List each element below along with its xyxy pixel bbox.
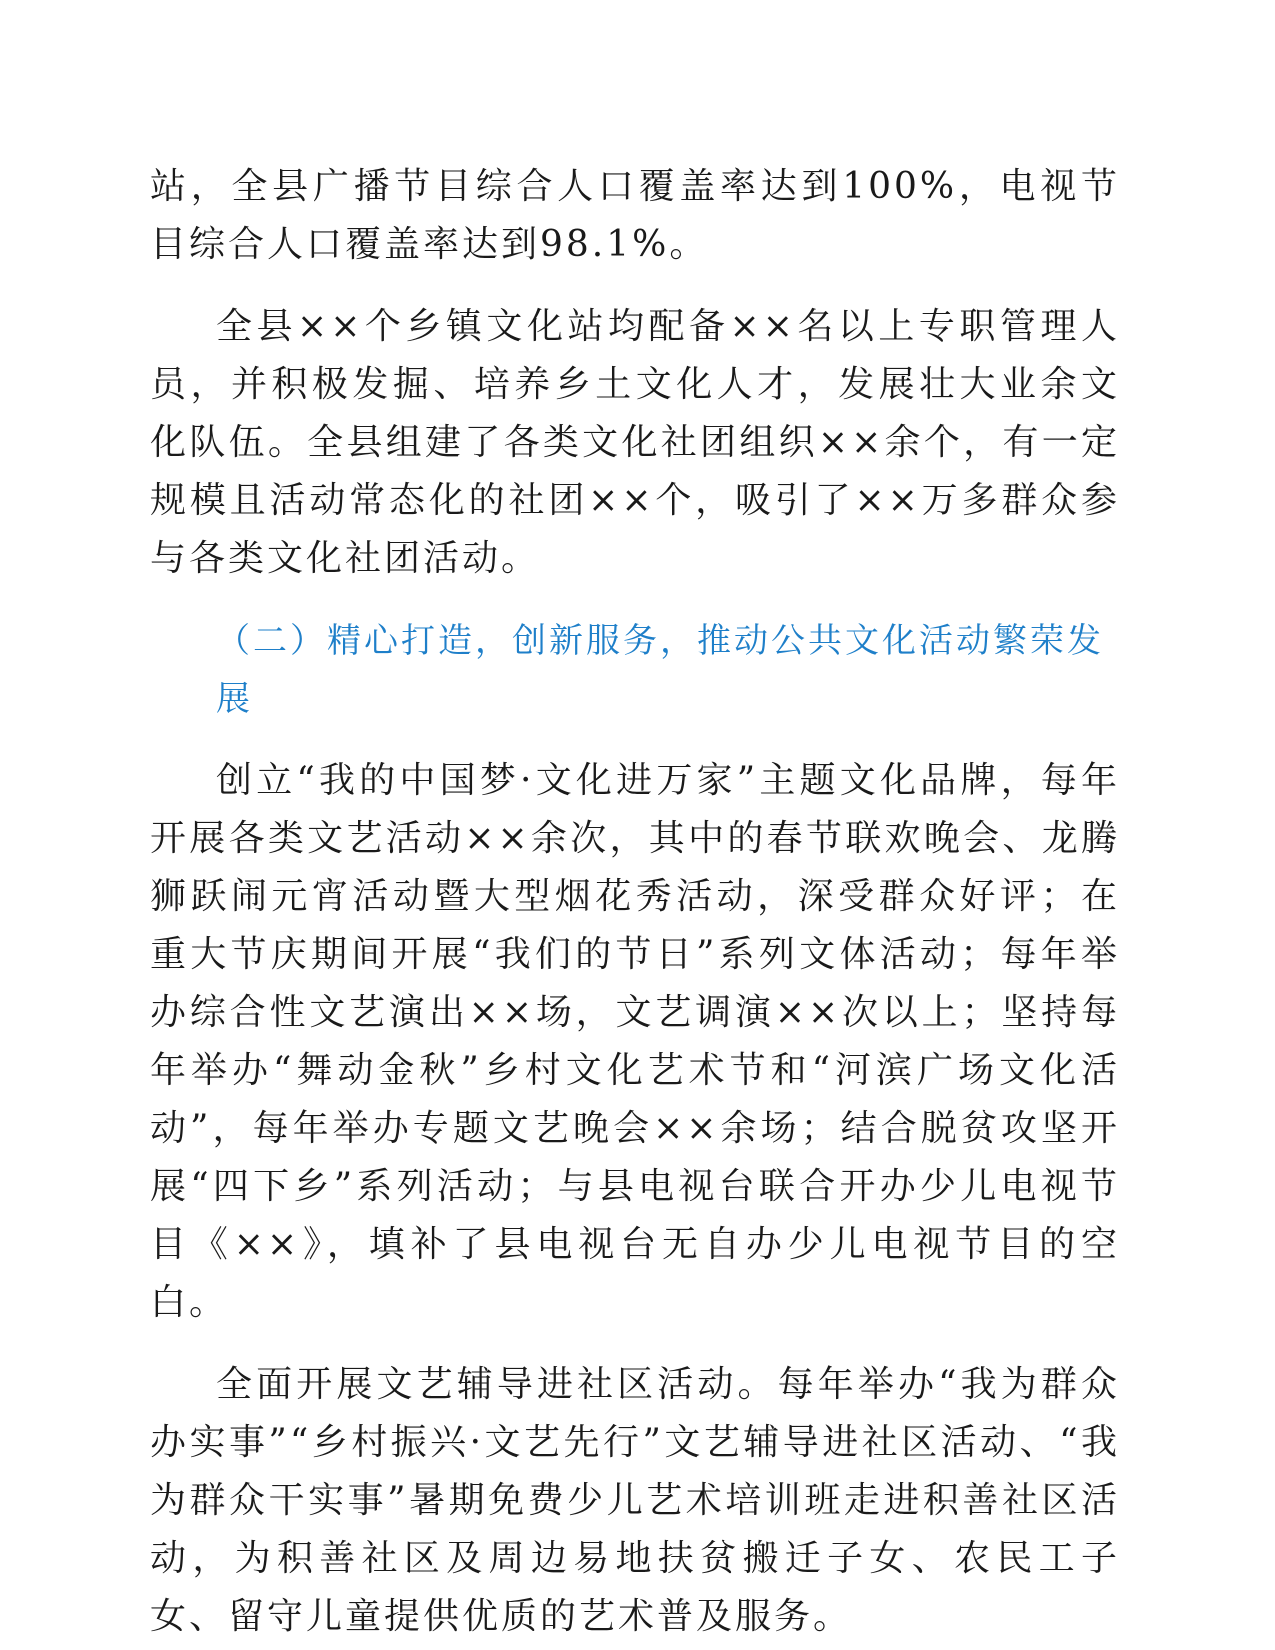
- document-body: [150, 158, 1120, 1646]
- paragraph-gap: [150, 274, 1120, 298]
- section-heading: （二）精心打造，创新服务，推动公共文化活动繁荣发展: [216, 621, 1104, 719]
- paragraph-cultural-activities: 创立“我的中国梦·文化进万家”主题文化品牌，每年开展各类文艺活动××余次，其中的春节联欢晚会、龙腾狮跃闹元宵活动暨大型烟花秀活动，深受群众好评；在重大节庆期间开展“我们的节日”系列文体活动；每年举办综合性文艺演出××场，文艺调演××次以上；坚持每年举办“舞动金秋”乡村文化艺术节和“河滨广场文化活动”，每年举办专题文艺晚会××余场；结合脱贫攻坚开展“四下乡”系列活动；与县电视台联合开办少儿电视节目《××》，填补了县电视台无自办少儿电视节目的空白。: [150, 760, 1120, 1323]
- paragraph-gap: [150, 588, 1120, 612]
- paragraph-cultural-staff: 全县××个乡镇文化站均配备××名以上专职管理人员，并积极发掘、培养乡土文化人才，发展壮大业余文化队伍。全县组建了各类文化社团组织××余个，有一定规模且活动常态化的社团××个，吸引了××万多群众参与各类文化社团活动。: [150, 306, 1120, 579]
- paragraph-community-tutoring: 全面开展文艺辅导进社区活动。每年举办“我为群众办实事”“乡村振兴·文艺先行”文艺辅导进社区活动、“我为群众干实事”暑期免费少儿艺术培训班走进积善社区活动，为积善社区及周边易地扶贫搬迁子女、农民工子女、留守儿童提供优质的艺术普及服务。: [150, 1364, 1120, 1637]
- paragraph-gap: [150, 728, 1120, 752]
- paragraph-continuation: 站，全县广播节目综合人口覆盖率达到100%，电视节目综合人口覆盖率达到98.1%。: [150, 166, 1120, 265]
- paragraph-gap: [150, 1332, 1120, 1356]
